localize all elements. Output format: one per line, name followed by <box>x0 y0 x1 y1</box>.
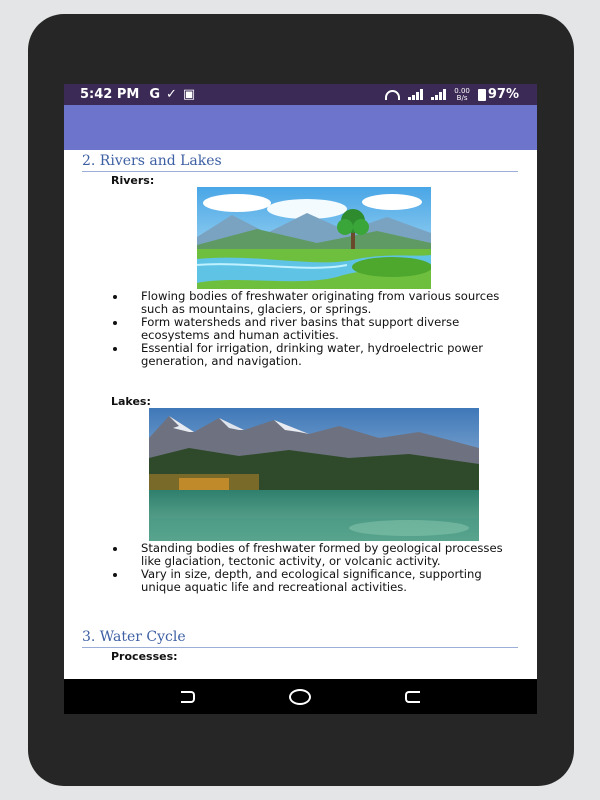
status-notification-icons <box>149 87 195 102</box>
list-item: Form watersheds and river basins that support diverse ecosystems and human activities. <box>110 316 520 342</box>
recent-apps-icon[interactable] <box>405 691 420 703</box>
google-icon: G <box>149 87 160 102</box>
river-landscape-image <box>197 187 431 289</box>
mountain-lake-image <box>149 408 479 541</box>
network-speed-unit: B/s <box>456 93 468 102</box>
list-item: Essential for irrigation, drinking water, hydroelectric power generation, and navigation. <box>110 342 520 368</box>
list-item: Flowing bodies of freshwater originating from various sources such as mountains, glaciers, or springs. <box>110 290 520 316</box>
signal-icon-2 <box>431 89 446 100</box>
battery-percent: 97% <box>487 87 519 102</box>
battery-icon <box>478 89 486 101</box>
section-heading-rivers-lakes: 2. Rivers and Lakes <box>82 153 518 172</box>
download-done-icon: ✓ <box>166 87 177 102</box>
rivers-label: Rivers: <box>111 174 155 187</box>
status-bar <box>64 84 537 105</box>
list-item: Vary in size, depth, and ecological significance, supporting unique aquatic life and recreational activities. <box>110 568 520 594</box>
lakes-bullet-list <box>110 542 520 594</box>
network-speed-value: 0.00 <box>454 86 470 95</box>
document-page[interactable] <box>64 150 537 679</box>
app-bar <box>64 105 537 150</box>
signal-icon <box>408 89 423 100</box>
rivers-bullet-list <box>110 290 520 368</box>
status-time: 5:42 PM <box>80 87 140 102</box>
status-system-icons <box>385 87 519 102</box>
screenshot-icon: ▣ <box>182 87 196 102</box>
home-icon[interactable] <box>289 689 311 705</box>
battery-indicator <box>478 87 519 102</box>
device-screen <box>64 84 537 714</box>
list-item: Standing bodies of freshwater formed by geological processes like glaciation, tectonic activity, or volcanic activity. <box>110 542 520 568</box>
mountain-lake-photo <box>149 408 479 541</box>
navigation-bar <box>64 679 537 714</box>
back-icon[interactable] <box>181 691 195 703</box>
network-speed <box>454 88 470 102</box>
lakes-label: Lakes: <box>111 395 151 408</box>
section-heading-water-cycle: 3. Water Cycle <box>82 629 518 648</box>
processes-label: Processes: <box>111 650 178 663</box>
hotspot-icon <box>385 90 400 100</box>
river-landscape-illustration <box>197 187 431 289</box>
